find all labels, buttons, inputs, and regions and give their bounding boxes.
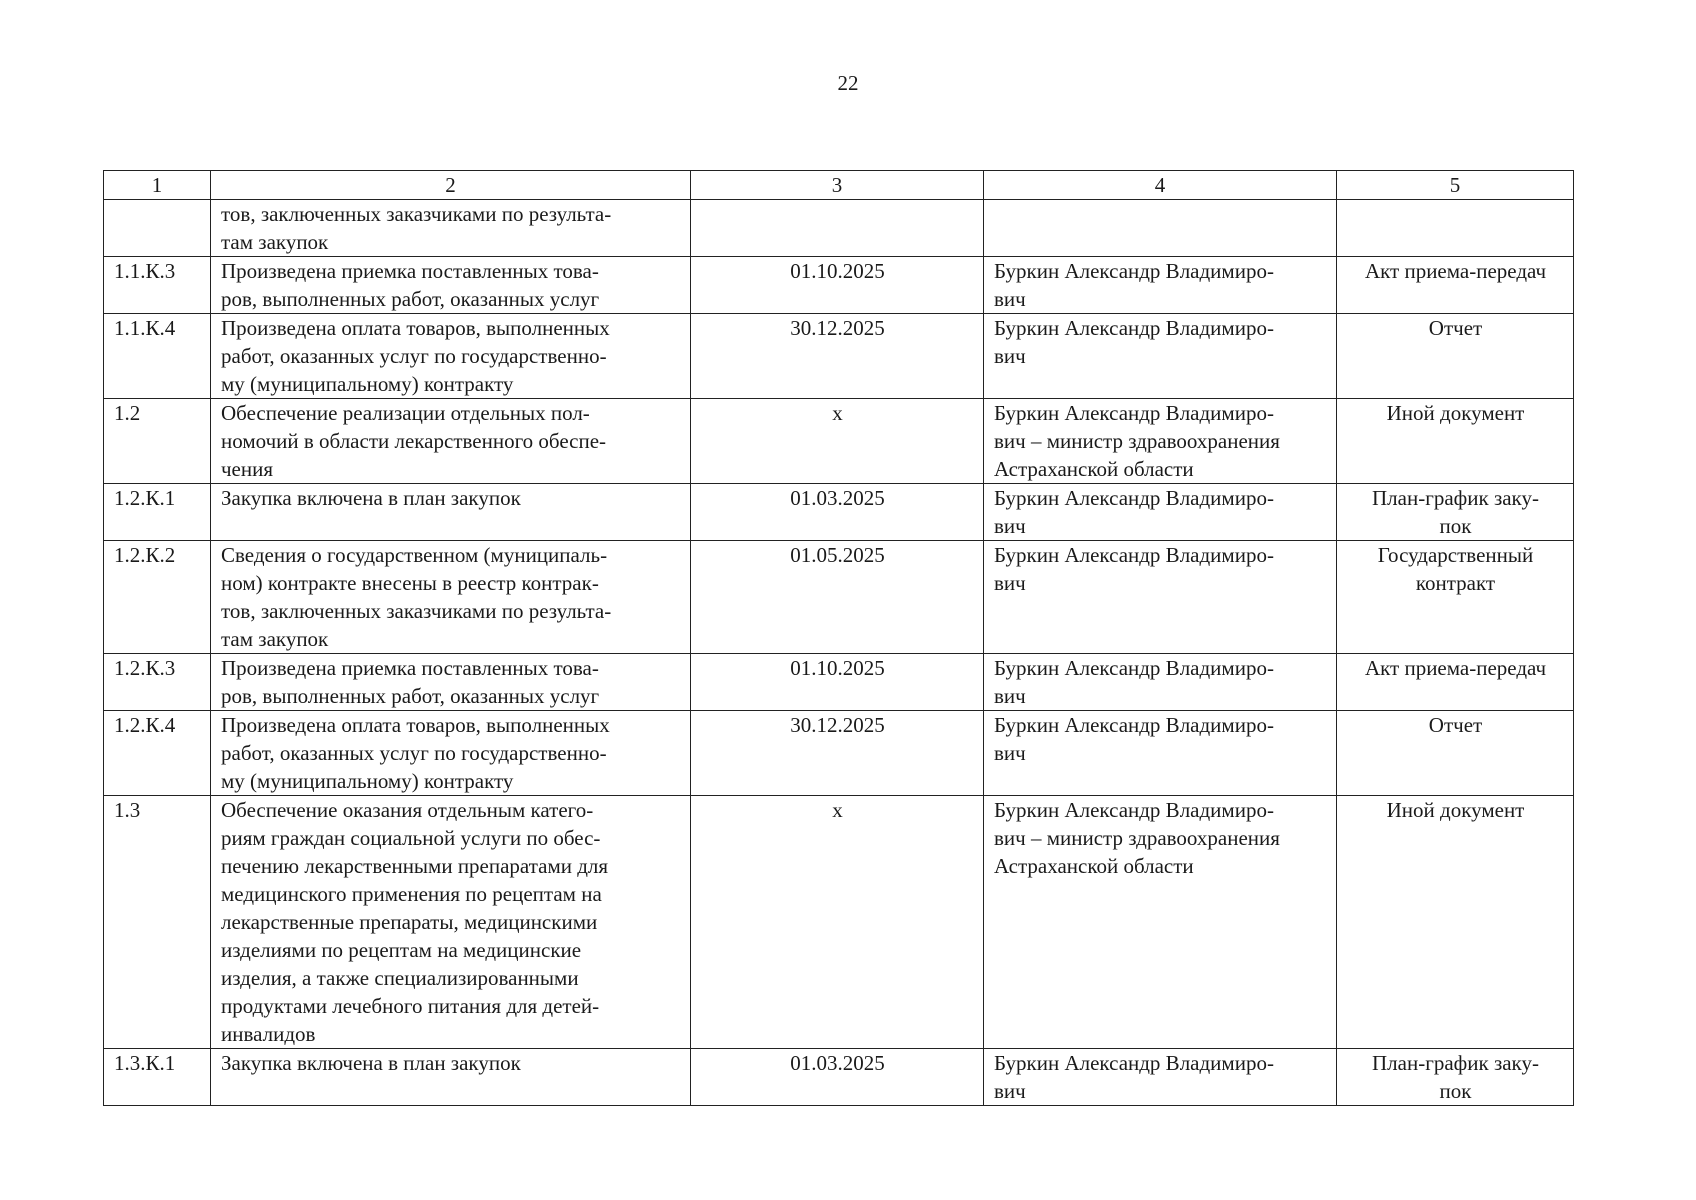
- cell-document: Акт приема-передач: [1337, 257, 1574, 314]
- cell-number: 1.2.К.1: [104, 484, 211, 541]
- table-row: [104, 484, 1574, 541]
- table-row: [104, 711, 1574, 796]
- cell-responsible: Буркин Александр Владимиро- вич – министр здравоохранения Астраханской области: [984, 399, 1337, 484]
- cell-date: 01.03.2025: [691, 484, 984, 541]
- cell-responsible: Буркин Александр Владимиро- вич: [984, 257, 1337, 314]
- cell-number: 1.2.К.4: [104, 711, 211, 796]
- cell-document: План-график заку- пок: [1337, 1049, 1574, 1106]
- plan-table: [103, 170, 1574, 1106]
- cell-responsible: Буркин Александр Владимиро- вич: [984, 1049, 1337, 1106]
- cell-description: Произведена приемка поставленных това- ров, выполненных работ, оказанных услуг: [211, 654, 691, 711]
- cell-document: Иной документ: [1337, 796, 1574, 1049]
- cell-description: Произведена оплата товаров, выполненных работ, оказанных услуг по государственно- му (муниципальному) контракту: [211, 314, 691, 399]
- cell-description: Закупка включена в план закупок: [211, 484, 691, 541]
- page-number: 22: [837, 71, 859, 95]
- cell-date: 01.05.2025: [691, 541, 984, 654]
- cell-document: Отчет: [1337, 314, 1574, 399]
- cell-date: x: [691, 399, 984, 484]
- header-row: [104, 171, 1574, 200]
- table-row: [104, 796, 1574, 1049]
- cell-number: 1.2: [104, 399, 211, 484]
- table-row: [104, 654, 1574, 711]
- cell-number: [104, 200, 211, 257]
- cell-responsible: [984, 200, 1337, 257]
- cell-document: Акт приема-передач: [1337, 654, 1574, 711]
- cell-responsible: Буркин Александр Владимиро- вич: [984, 541, 1337, 654]
- table-row: [104, 257, 1574, 314]
- cell-date: 01.03.2025: [691, 1049, 984, 1106]
- cell-number: 1.2.К.3: [104, 654, 211, 711]
- cell-date: 01.10.2025: [691, 654, 984, 711]
- cell-number: 1.2.К.2: [104, 541, 211, 654]
- cell-document: Отчет: [1337, 711, 1574, 796]
- cell-description: Закупка включена в план закупок: [211, 1049, 691, 1106]
- cell-date: 30.12.2025: [691, 711, 984, 796]
- cell-number: 1.3.К.1: [104, 1049, 211, 1106]
- cell-responsible: Буркин Александр Владимиро- вич: [984, 654, 1337, 711]
- cell-responsible: Буркин Александр Владимиро- вич: [984, 711, 1337, 796]
- cell-description: Произведена оплата товаров, выполненных работ, оказанных услуг по государственно- му (муниципальному) контракту: [211, 711, 691, 796]
- cell-document: План-график заку- пок: [1337, 484, 1574, 541]
- header-col-2: 2: [211, 171, 691, 200]
- cell-responsible: Буркин Александр Владимиро- вич: [984, 484, 1337, 541]
- table-row: [104, 200, 1574, 257]
- table-row: [104, 314, 1574, 399]
- table-row: [104, 399, 1574, 484]
- cell-responsible: Буркин Александр Владимиро- вич: [984, 314, 1337, 399]
- cell-responsible: Буркин Александр Владимиро- вич – министр здравоохранения Астраханской области: [984, 796, 1337, 1049]
- header-col-1: 1: [104, 171, 211, 200]
- header-col-3: 3: [691, 171, 984, 200]
- header-col-5: 5: [1337, 171, 1574, 200]
- cell-description: Обеспечение реализации отдельных пол- номочий в области лекарственного обеспе- чения: [211, 399, 691, 484]
- cell-date: [691, 200, 984, 257]
- cell-date: x: [691, 796, 984, 1049]
- cell-date: 01.10.2025: [691, 257, 984, 314]
- table-row: [104, 541, 1574, 654]
- cell-description: Сведения о государственном (муниципаль- ном) контракте внесены в реестр контрак- тов, заключенных заказчиками по результа- там закупок: [211, 541, 691, 654]
- cell-number: 1.3: [104, 796, 211, 1049]
- cell-description: Обеспечение оказания отдельным катего- риям граждан социальной услуги по обес- печению лекарственными препаратами для медицинского применения по рецептам на лекарственные препараты, медицинскими изделиями по рецептам на медицинские изделия, а также специализированными продуктами лечебного питания для детей- инвалидов: [211, 796, 691, 1049]
- cell-description: Произведена приемка поставленных това- ров, выполненных работ, оказанных услуг: [211, 257, 691, 314]
- table-row: [104, 1049, 1574, 1106]
- cell-document: Иной документ: [1337, 399, 1574, 484]
- cell-number: 1.1.К.3: [104, 257, 211, 314]
- cell-date: 30.12.2025: [691, 314, 984, 399]
- cell-document: Государственный контракт: [1337, 541, 1574, 654]
- cell-number: 1.1.К.4: [104, 314, 211, 399]
- cell-description: тов, заключенных заказчиками по результа- там закупок: [211, 200, 691, 257]
- header-col-4: 4: [984, 171, 1337, 200]
- cell-document: [1337, 200, 1574, 257]
